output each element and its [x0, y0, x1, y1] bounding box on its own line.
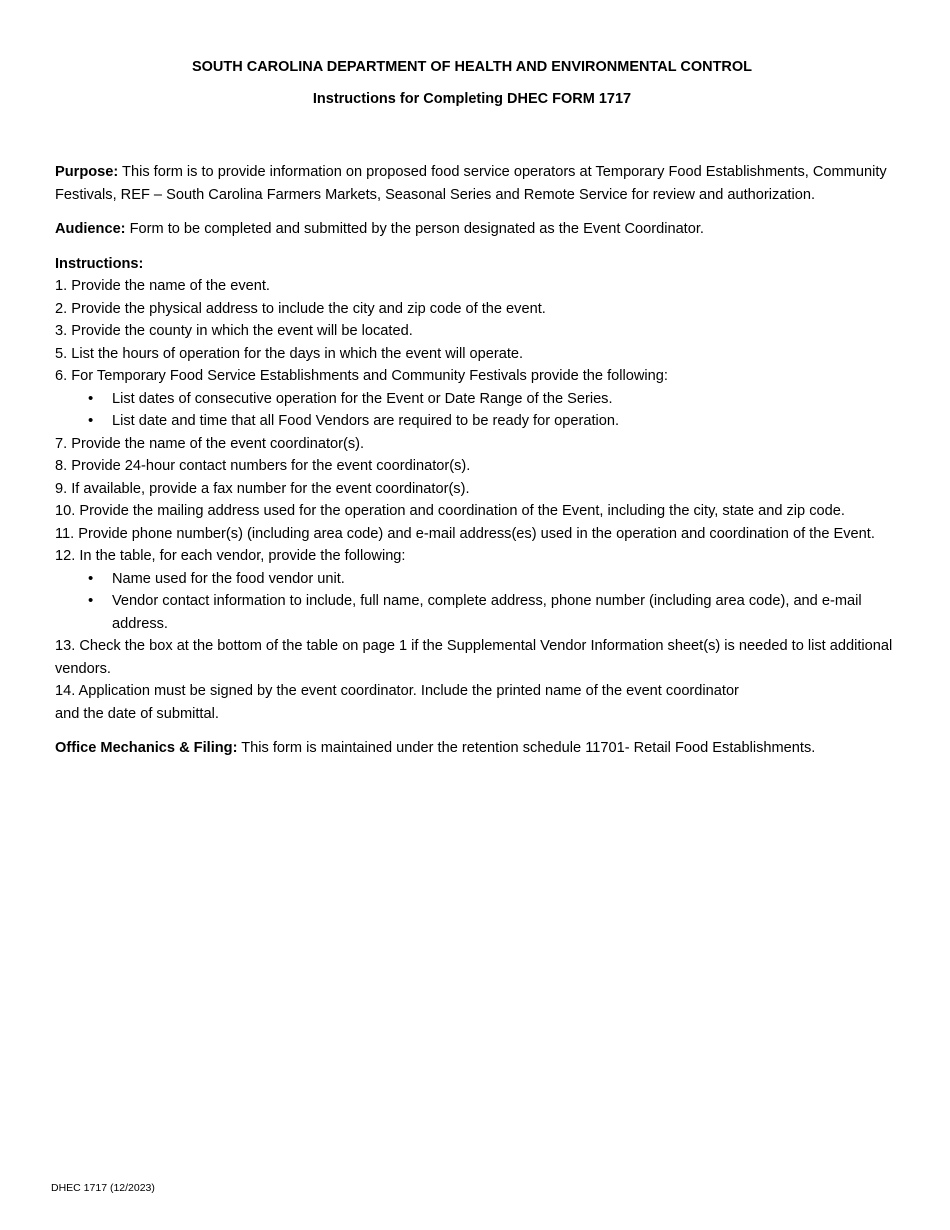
instruction-item: 12. In the table, for each vendor, provide the following:: [55, 548, 406, 564]
bullet-item: [88, 388, 895, 411]
instruction-item: 14. Application must be signed by the event coordinator. Include the printed name of the event coordinator: [55, 683, 739, 699]
instructions-title: Instructions for Completing DHEC FORM 1717: [312, 91, 632, 107]
instruction-item: 3. Provide the county in which the event will be located.: [55, 323, 413, 339]
instruction-item: 1. Provide the name of the event.: [55, 278, 270, 294]
instruction-item: 13. Check the box at the bottom of the table on page 1 if the Supplemental Vendor Information sheet(s) is needed to list additional vendors.: [55, 638, 893, 677]
office-paragraph: [55, 737, 895, 760]
bullet-item: [88, 590, 895, 635]
purpose-label: Purpose:: [55, 164, 119, 180]
bullet-list-6: [55, 388, 895, 433]
instructions-heading: Instructions:: [55, 255, 144, 272]
purpose-paragraph: [55, 161, 895, 206]
audience-label: Audience:: [55, 221, 126, 237]
bullet-icon: •: [88, 389, 94, 407]
bullet-text: Vendor contact information to include, full name, complete address, phone number (including area code), and e-mail address.: [112, 593, 862, 632]
instruction-item: 5. List the hours of operation for the days in which the event will operate.: [55, 345, 524, 362]
instruction-item: 11. Provide phone number(s) (including area code) and e-mail address(es) used in the operation and coordination of the Event.: [55, 525, 875, 542]
instruction-item: 7. Provide the name of the event coordinator(s).: [55, 435, 365, 452]
instruction-item: 10. Provide the mailing address used for the operation and coordination of the Event, including the city, state and zip code.: [55, 503, 845, 519]
bullet-text: Name used for the food vendor unit.: [112, 570, 345, 587]
bullet-text: List dates of consecutive operation for the Event or Date Range of the Series.: [112, 390, 613, 407]
instructions-section: [55, 253, 895, 726]
bullet-item: [88, 410, 895, 433]
bullet-icon: •: [88, 592, 94, 609]
bullet-item: [88, 568, 895, 591]
purpose-text: This form is to provide information on proposed food service operators at Temporary Food Establishments, Community Festivals, REF – South Carolina Farmers Markets, Seasonal Series and Remote Service for review and authorization.: [55, 164, 887, 203]
bullet-icon: •: [88, 412, 94, 429]
bullet-icon: •: [88, 569, 94, 587]
instruction-item: 2. Provide the physical address to include the city and zip code of the event.: [55, 300, 546, 317]
bullet-list-12: [55, 568, 895, 636]
office-text: This form is maintained under the retention schedule 11701- Retail Food Establishments.: [237, 740, 816, 756]
department-title: SOUTH CAROLINA DEPARTMENT OF HEALTH AND ENVIRONMENTAL CONTROL: [191, 59, 753, 75]
instruction-item: 8. Provide 24-hour contact numbers for the event coordinator(s).: [55, 458, 471, 474]
document-body: [55, 161, 895, 772]
audience-text: Form to be completed and submitted by the person designated as the Event Coordinator.: [125, 221, 704, 237]
bullet-text: List date and time that all Food Vendors are required to be ready for operation.: [112, 413, 620, 429]
instruction-item: 9. If available, provide a fax number for the event coordinator(s).: [55, 480, 470, 497]
office-label: Office Mechanics & Filing:: [55, 740, 238, 756]
audience-paragraph: [55, 218, 895, 241]
form-id-footer: DHEC 1717 (12/2023): [51, 1182, 155, 1194]
instruction-item: and the date of submittal.: [55, 705, 219, 722]
instruction-item: 6. For Temporary Food Service Establishments and Community Festivals provide the following:: [55, 368, 668, 384]
